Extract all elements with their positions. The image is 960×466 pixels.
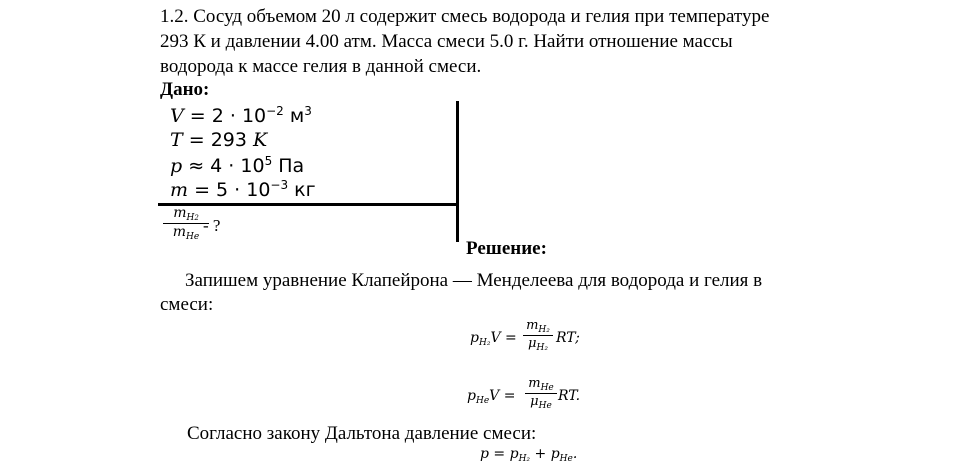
solution-paragraph-2: Согласно закону Дальтона давление смеси: bbox=[187, 423, 537, 444]
given-vertical-divider bbox=[456, 101, 459, 242]
problem-statement bbox=[160, 4, 860, 79]
given-volume-unit-exp: 3 bbox=[304, 104, 312, 118]
given-mass-exp: −3 bbox=[270, 178, 289, 192]
given-mass bbox=[170, 178, 316, 201]
given-title: Дано: bbox=[160, 79, 210, 100]
given-pressure-unit: Па bbox=[278, 155, 305, 177]
equation-hydrogen-rhs: RT; bbox=[556, 330, 580, 346]
given-pressure-var: p bbox=[170, 155, 183, 177]
given-volume bbox=[170, 104, 312, 127]
given-pressure-exp: 5 bbox=[264, 154, 273, 168]
given-volume-unit: м bbox=[289, 105, 305, 127]
equation-helium-lhs: $p_{He}V$ = bbox=[467, 388, 516, 406]
equation-hydrogen-fraction: $m_{H_2}$ $\mu_{H_2}$ bbox=[523, 318, 553, 353]
given-pressure-rel: ≈ 4 · 10 bbox=[188, 155, 265, 177]
find-question: - ? bbox=[203, 216, 221, 235]
given-temperature-var: T bbox=[170, 129, 183, 151]
find-denominator: $m_{He}$ bbox=[172, 224, 200, 242]
given-temperature bbox=[170, 129, 267, 151]
find-numerator: $m_{H2}$ bbox=[173, 205, 199, 223]
given-volume-var: V bbox=[170, 105, 184, 127]
given-pressure bbox=[170, 154, 304, 177]
given-temperature-unit: K bbox=[253, 129, 268, 151]
solution-paragraph-1-line-2: смеси: bbox=[160, 294, 214, 315]
solution-title: Решение: bbox=[466, 238, 547, 259]
given-temperature-rel: = 293 bbox=[188, 129, 247, 151]
equation-helium-fraction: $m_{He}$ $\mu_{He}$ bbox=[525, 376, 557, 411]
problem-line-2: 293 К и давлении 4.00 атм. Масса смеси 5.0 г. Найти отношение массы bbox=[160, 31, 733, 52]
problem-line-1: 1.2. Сосуд объемом 20 л содержит смесь водорода и гелия при температуре bbox=[160, 6, 770, 27]
given-volume-rel: = 2 · 10 bbox=[189, 105, 267, 127]
given-mass-rel: = 5 · 10 bbox=[194, 179, 271, 201]
equation-dalton: $p = p_{H_2} + p_{He}$. bbox=[480, 446, 578, 464]
given-mass-unit: кг bbox=[294, 179, 316, 201]
equation-helium-rhs: RT. bbox=[558, 388, 581, 404]
solution-paragraph-1-line-1: Запишем уравнение Клапейрона — Менделеева для водорода и гелия в bbox=[185, 270, 763, 291]
equation-hydrogen-lhs: $p_{H_2}V$ = bbox=[470, 330, 517, 348]
problem-line-3: водорода к массе гелия в данной смеси. bbox=[160, 56, 482, 77]
given-volume-exp: −2 bbox=[266, 104, 284, 118]
given-mass-var: m bbox=[170, 179, 189, 201]
